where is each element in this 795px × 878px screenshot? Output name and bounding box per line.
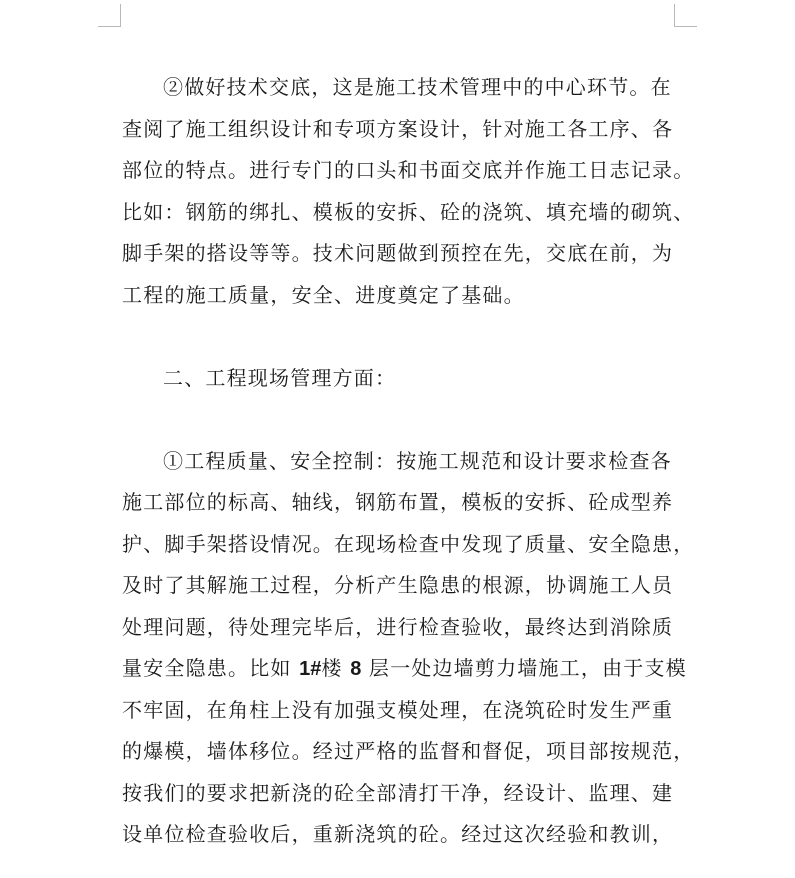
text-line: 设单位检查验收后，重新浇筑的砼。经过这次经验和教训， [122,822,674,846]
paragraph-technical-briefing [122,67,695,316]
text-line: 比如：钢筋的绑扎、模板的安拆、砼的浇筑、填充墙的砌筑、 [122,199,695,224]
section-heading: 二、工程现场管理方面： [163,365,397,390]
text-line: 按我们的要求把新浇的砼全部清打干净，经设计、监理、建 [122,780,674,805]
paragraph-quality-safety-control [122,441,695,856]
page-corner-mark-top-right [674,4,697,27]
text-line: 部位的特点。进行专门的口头和书面交底并作施工日志记录。 [122,158,695,182]
text-line: 脚手架的搭设等等。技术问题做到预控在先，交底在前，为 [122,241,674,265]
blank-line [122,316,692,358]
text-line: 护、脚手架搭设情况。在现场检查中发现了质量、安全隐患， [122,531,695,556]
text-line: 查阅了施工组织设计和专项方案设计，针对施工各工序、各 [122,116,674,141]
text-segment: 量安全隐患。比如 [122,656,300,680]
text-segment: 楼 [321,656,351,680]
text-line: 工程的施工质量，安全、进度奠定了基础。 [122,282,525,307]
floor-number: 8 [350,658,362,680]
text-line: 不牢固，在角柱上没有加强支模处理，在浇筑砼时发生严重 [122,697,674,722]
text-line: 处理问题，待处理完毕后，进行检查验收，最终达到消除质 [122,614,674,639]
blank-line [122,399,692,441]
text-line: 的爆模，墙体移位。经过严格的监督和督促，项目部按规范， [122,739,695,763]
text-line: ②做好技术交底，这是施工技术管理中的中心环节。在 [163,75,672,99]
text-line: ①工程质量、安全控制：按施工规范和设计要求检查各 [163,448,672,473]
text-line: 施工部位的标高、轴线，钢筋布置，模板的安拆、砼成型养 [122,490,674,514]
building-number: 1# [299,658,322,680]
text-segment: 层一处边墙剪力墙施工，由于支模 [361,656,687,680]
text-line-with-numbers [122,648,692,690]
text-line: 及时了其解施工过程，分析产生隐患的根源，协调施工人员 [122,573,674,597]
page-corner-mark-top-left [98,4,121,27]
document-body[interactable] [122,67,695,856]
